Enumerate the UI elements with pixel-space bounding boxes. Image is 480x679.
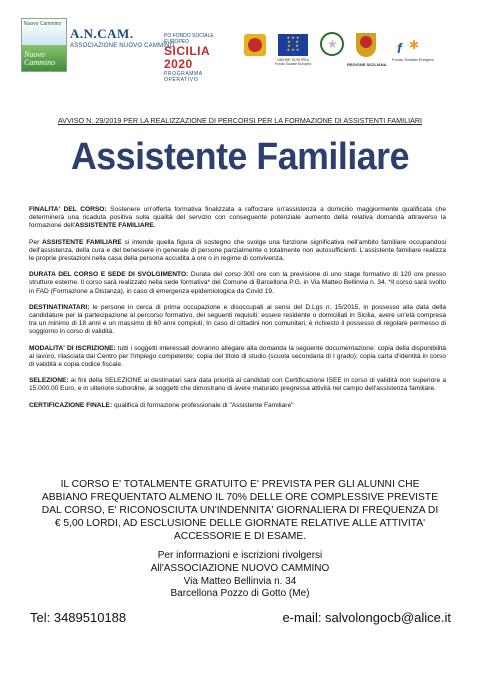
fse-small-text: PO FONDO SOCIALE EUROPEO — [164, 33, 214, 45]
free-notice-line: ACCESSORIE E DI ESAME. — [173, 531, 307, 542]
sicily-emblem-icon — [244, 34, 266, 56]
section-destinatari: DESTINATINATARI: le persone in cerca di prima occupazione e disoccupati ai sensi del D.Lgs n. 15/2015, in possesso alla data della candidature per la partecipazione al percorso formativo, dei seguenti requisiti: essere residente o domiciliati in Sicilia, avere un'età compresa tra un minimo di 18 anni e un massimo di 60 anni compiuti; In caso di cittadini non comunitari, è richiesto il possesso di regolare permesso di soggiorno in corso di validità. — [29, 303, 446, 336]
phone-number: Tel: 3489510188 — [30, 610, 127, 625]
free-notice-line: IL CORSO E' TOTALMENTE GRATUITO E' PREVISTA PER GLI ALUNNI CHE — [60, 479, 420, 490]
logo-top-text: Nuovo Cammino — [24, 21, 62, 27]
info-line: Barcellona Pozzo di Gotto (Me) — [170, 588, 310, 600]
info-line: Per informazioni e iscrizioni rivolgersi — [157, 550, 323, 561]
region-caption: REGIONE SICILIANA — [347, 62, 387, 67]
free-notice-line: € 5,00 LORDI, AD ESCLUSIONE DELLE GIORNATE RELATIVE ALLE ATTIVITA' — [54, 518, 426, 529]
free-notice-line: DAL CORSO, E' RICONOSCIUTA UN'INDENNITA' GIORNALIERA DI FREQUENZA DI — [41, 505, 439, 516]
info-line: All'ASSOCIAZIONE NUOVO CAMMINO — [150, 562, 330, 574]
section-assistente: Per ASSISTENTE FAMILIARE si intende quella figura di sostegno che svolge una funzione significativa nell'ambito familiare occupandosi dell'assistenza, della cura e del benessere in generale di persone parzialmente o totalmente non autosufficienti. L'assistente familiare realizza le proprie prestazioni nella casa della persona accudita a ore o in regime di convivenza. — [29, 238, 447, 263]
italy-emblem-icon: ★ — [320, 32, 344, 56]
info-block — [0, 550, 480, 601]
ancam-logo — [21, 18, 67, 72]
section-certificazione: CERTIFICAZIONE FINALE: qualifica di formazione professionale di "Assistente Familiare" — [29, 401, 294, 409]
org-subtitle: ASSOCIAZIONE NUOVO CAMMINO — [70, 43, 175, 49]
fse-sicilia-logo — [164, 33, 234, 83]
section-finalita: FINALITA' DEL CORSO: Sostenere un'offerta formativa finalizzata a rafforzare un'assistenza a domicilio maggiormente qualificata che determinerà una ricaduta positiva sulla qualità del servizio con conseguente potenziale aumento della relativa domanda attraverso la formazione dell'ASSISTENTE FAMILIARE. — [29, 206, 446, 230]
region-emblem-icon — [356, 33, 376, 57]
eu-flag-icon: ★ ★ ★ ★ ★ ★ ★ ★ ★ ★ — [278, 34, 308, 56]
org-name: A.N.CAM. — [70, 26, 134, 41]
logo-bottom-text: Nuovo Cammino — [24, 50, 56, 67]
free-notice-line: ABBIANO FREQUENTATO ALMENO IL 70% DELLE ORE COMPLESSIVE PREVISTE — [41, 492, 439, 503]
header — [0, 0, 480, 82]
fse-logo-icon: f ✱ — [397, 38, 420, 56]
fse-logo-caption: Fondo Sociale Europeo — [392, 57, 434, 62]
fse-big-text: SICILIA 2020 — [164, 44, 210, 71]
free-course-notice — [34, 478, 446, 543]
eu-caption: UNIONE EUROPEA Fondo Sociale Europeo — [274, 58, 312, 66]
section-selezione: SELEZIONE: ai fini della SELEZIONE ai destinatari sarà data priorità ai candidati con Certificazione ISEE in corso di validità non superiore a 15.000,00 Euro, e in ulteriore subordine, ai soggetti che dimostrano di avere maturato pregressa attività nel campo dell'assistenza familiare. — [29, 377, 446, 393]
section-iscrizione: MODALITA' DI ISCRIZIONE: tutti i soggetti interessati dovranno allegare alla domanda la seguente documentazione: copia della disponibilità al lavoro, rilasciata dal Centro per l'impiego competente; copia del titolo di studio (scuola secondaria di I grado); copia carta d'identità in corso di validità e copia codice fiscale. — [29, 344, 446, 369]
section-durata: DURATA DEL CORSO E SEDE DI SVOLGIMENTO: Durata del corso 300 ore con la previsione di uno stage formativo di 120 ore presso strutture esterne. Il corso sarà realizzato nella sede formativa* del Comune di Barcellona P.G. in Via Matteo Bellinvia n. 34. *Il corso sarà svolto in FAD (Formazione a Distanza), in caso di emergenza epidemiologica da Covid 19. — [29, 271, 446, 295]
info-line: Via Matteo Bellinvia n. 34 — [183, 575, 297, 587]
notice-heading: AVVISO N. 29/2019 PER LA REALIZZAZIONE DI PERCORSI PER LA FORMAZIONE DI ASSISTENTI FAMILIARI — [57, 116, 423, 125]
page-title: Assistente Familiare — [70, 136, 410, 178]
fse-program-text: PROGRAMMA OPERATIVO — [164, 71, 203, 83]
email-address: e-mail: salvolongocb@alice.it — [282, 610, 451, 625]
course-details — [29, 206, 446, 418]
